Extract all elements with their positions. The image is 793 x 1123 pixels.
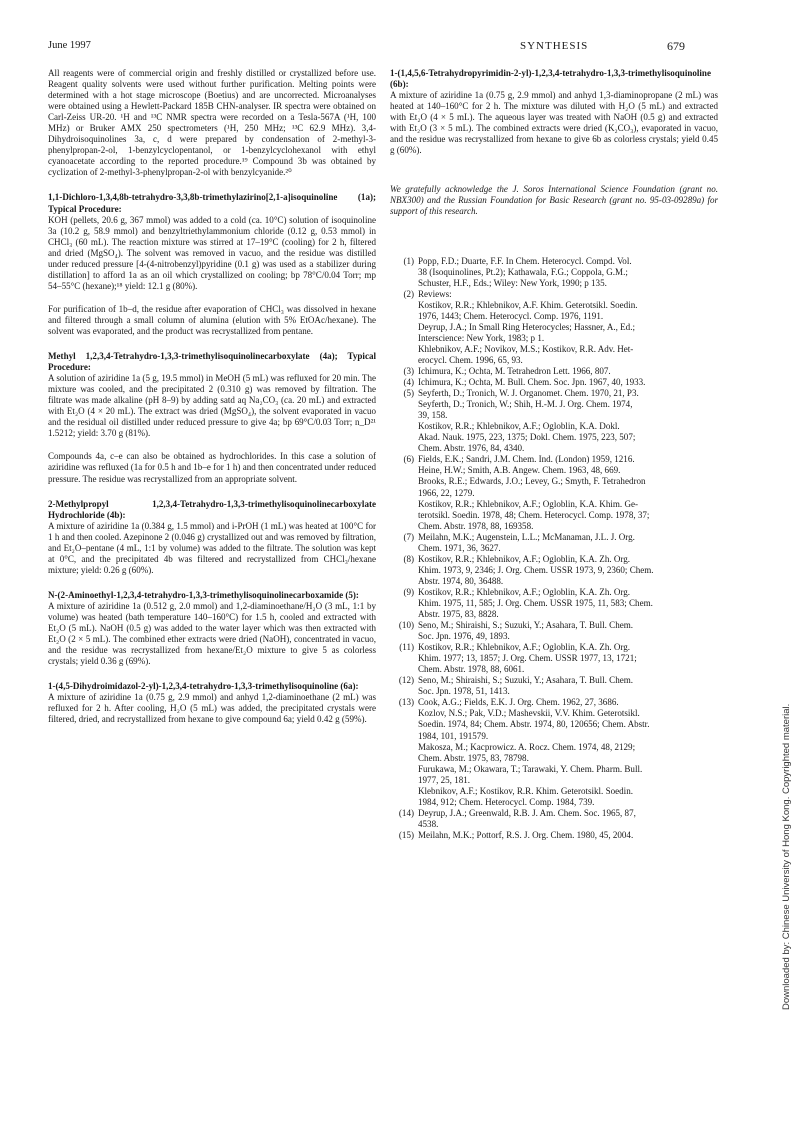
- reference-line: Schuster, H.F., Eds.; Wiley: New York, 1990; p 135.: [418, 277, 607, 288]
- reference-line: erocycl. Chem. 1996, 65, 93.: [418, 354, 523, 365]
- reference-line: Deyrup, J.A.; In Small Ring Heterocycles; Hassner, A., Ed.;: [418, 321, 635, 332]
- section-heading: 2-Methylpropyl 1,2,3,4-Tetrahydro-1,3,3-trimethylisoquinolinecarboxylate Hydrochloride (4b):: [48, 498, 376, 520]
- body-paragraph: A mixture of aziridine 1a (0.512 g, 2.0 mmol) and 1,2-diaminoethane/H₂O (3 mL, 1:1 by volume) was heated (bath temperature 140–160°C) for 1.5 h, cooled and extracted with Et₂O (5 mL). NaOH (0.5 g) was added to the water layer which was then extracted with Et₂O (2 × 5 mL). The combined ether extracts were dried (NaOH), concentrated in vacuo, and the residue was recrystallized from hexane/Et₂O mixture to give 5 as colorless crystals; yield 0.36 g (69%).: [48, 600, 376, 667]
- body-paragraph: A solution of aziridine 1a (5 g, 19.5 mmol) in MeOH (5 mL) was refluxed for 20 min. The mixture was cooled, and the precipitated 2 (0.310 g) was removed by filtration. The filtrate was made alkaline (pH 8–9) by adding satd aq Na₂CO₃ (ca. 20 mL) and extracted with Et₂O (4 × 20 mL). The extract was dried (MgSO₄), the solvent evaporated in vacuo and the residual oil distilled under reduced pressure to give 4a; bp 69°C/0.03 Torr; n_D²¹ 1.5212; yield: 3.70 g (81%).: [48, 373, 376, 439]
- reference-line: Soc. Jpn. 1976, 49, 1893.: [418, 631, 510, 642]
- reference-line: Ichimura, K.; Ochta, M. Tetrahedron Lett. 1966, 807.: [418, 365, 611, 376]
- reference-number: (14): [398, 807, 414, 818]
- reference-line: Khim. 1973, 9, 2346; J. Org. Chem. USSR 1973, 9, 2360; Chem.: [418, 564, 654, 575]
- reference-item: [390, 366, 718, 377]
- reference-line: Seyferth, D.; Tronich, W.; Shih, H.-M. J. Org. Chem. 1974,: [418, 399, 633, 410]
- reference-line: 38 (Isoquinolines, Pt.2); Kathawala, F.G.; Coppola, G.M.;: [418, 266, 628, 277]
- reference-number: (1): [403, 255, 414, 266]
- reference-number: (4): [403, 377, 414, 388]
- reference-number: (3): [403, 365, 414, 376]
- reference-line: Seyferth, D.; Tronich, W. J. Organomet. Chem. 1970, 21, P3.: [418, 388, 639, 399]
- reference-line: Akad. Nauk. 1975, 223, 1375; Dokl. Chem. 1975, 223, 507;: [418, 432, 636, 443]
- reference-line: Meilahn, M.K.; Augenstein, L.L.; McManaman, J.L. J. Org.: [418, 531, 635, 542]
- reference-item: [390, 675, 718, 697]
- reference-line: Khim. 1977; 13, 1857; J. Org. Chem. USSR 1977, 13, 1721;: [418, 653, 637, 664]
- reference-line: Seno, M.; Shiraishi, S.; Suzuki, Y.; Asahara, T. Bull. Chem.: [418, 620, 634, 631]
- body-paragraph: A mixture of aziridine 1a (0.384 g, 1.5 mmol) and i-PrOH (1 mL) was heated at 100°C for 1 h and then cooled. Azepinone 2 (0.046 g) crystallized out and was removed by filtration, and Et₂O–pentane (4 mL, 1:1 by volume) was added to the filtrate. The solution was kept at 0°C, and the precipitated 4b was filtered and recrystallized from CHCl₃/hexane mixture; yield: 0.26 g (60%).: [48, 520, 376, 575]
- reference-line: 1977, 25, 181.: [418, 774, 471, 785]
- reference-number: (5): [403, 388, 414, 399]
- reference-item: [390, 642, 718, 675]
- reference-line: Brooks, R.E.; Edwards, J.O.; Levey, G.; Smyth, F. Tetrahedron: [418, 476, 646, 487]
- reference-number: (6): [403, 454, 414, 465]
- reference-item: [390, 388, 718, 454]
- reference-line: Abstr. 1975, 83, 8828.: [418, 609, 499, 620]
- reference-line: 1984, 912; Chem. Heterocycl. Comp. 1984, 739.: [418, 796, 595, 807]
- page-number: 679: [667, 39, 685, 53]
- reference-line: Abstr. 1974, 80, 36488.: [418, 575, 504, 586]
- section-heading-6b: 1-(1,4,5,6-Tetrahydropyrimidin-2-yl)-1,2,3,4-tetrahydro-1,3,3-trimethylisoquinoline (6b):: [390, 68, 711, 90]
- reference-line: 1976, 1443; Chem. Heterocycl. Comp. 1976, 1191.: [418, 310, 604, 321]
- reference-line: Heine, H.W.; Smith, A.B. Angew. Chem. 1963, 48, 669.: [418, 465, 621, 476]
- reference-line: 1984, 101, 191579.: [418, 730, 489, 741]
- reference-item: [390, 620, 718, 642]
- reference-line: Cook, A.G.; Fields, E.K. J. Org. Chem. 1962, 27, 3686.: [418, 697, 619, 708]
- reference-line: Deyrup, J.A.; Greenwald, R.B. J. Am. Chem. Soc. 1965, 87,: [418, 807, 636, 818]
- reference-line: Seno, M.; Shiraishi, S.; Suzuki, Y.; Asahara, T. Bull. Chem.: [418, 675, 634, 686]
- reference-item: [390, 454, 718, 531]
- issue-date: June 1997: [48, 40, 91, 51]
- reference-item: [390, 289, 718, 366]
- reference-line: Kozlov, N.S.; Pak, V.D.; Mashevskii, V.V. Khim. Geterotsikl.: [418, 708, 640, 719]
- reference-number: (15): [398, 829, 414, 840]
- section-heading: 1-(4,5-Dihydroimidazol-2-yl)-1,2,3,4-tetrahydro-1,3,3-trimethylisoquinoline (6a):: [48, 681, 359, 692]
- section-heading: Methyl 1,2,3,4-Tetrahydro-1,3,3-trimethylisoquinolinecarboxylate (4a); Typical Procedure:: [48, 351, 376, 373]
- body-paragraph: All reagents were of commercial origin and freshly distilled or crystallized before use. Reagent quality solvents were used without further purification. Melting points were determined with a hot stage microscope (Boetius) and are uncorrected. Microanalyses were obtained using a Hewlett-Packard 185B CHN-analyser. IR spectra were obtained on Carl-Zeiss UR-20. ¹H and ¹³C NMR spectra were recorded on a Tesla-567A (¹H, 100 MHz) or Bruker AMX 250 spectrometers (¹H, 250 MHz; ¹³C 62.9 MHz). 3,4-Dihydroisoquinolines 3a, c, d were prepared by condensation of 2-methyl-3-phenylpropan-2-ol, 1-benzylcyclopentanol, or 1-benzylcyclohexanol with ethyl cyanoacetate according to the reported procedure.¹⁹ Compound 3b was obtained by cyclization of 2-methyl-3-phenylpropan-2-ol with benzylcyanide.²⁰: [48, 68, 376, 178]
- body-paragraph: A mixture of aziridine 1a (0.75 g, 2.9 mmol) and anhyd 1,2-diaminoethane (2 mL) was refluxed for 2 h. After cooling, H₂O (5 mL) was added, the precipitated crystals were filtered, dried, and recrystallized from hexane to give compound 6a; yield 0.42 g (59%).: [48, 692, 376, 725]
- page-header: [48, 40, 685, 54]
- reference-line: Makosza, M.; Kacprowicz. A. Rocz. Chem. 1974, 48, 2129;: [418, 741, 636, 752]
- reference-line: Fields, E.K.; Sandri, J.M. Chem. Ind. (London) 1959, 1216.: [418, 454, 635, 465]
- right-column: [390, 68, 718, 841]
- reference-item: [390, 587, 718, 620]
- reference-line: Khim. 1975, 11, 585; J. Org. Chem. USSR 1975, 11, 583; Chem.: [418, 597, 653, 608]
- procedure-paragraph-6b: A mixture of aziridine 1a (0.75 g, 2.9 mmol) and anhyd 1,3-diaminopropane (2 mL) was heated at 140–160°C for 2 h. The mixture was diluted with H₂O (5 mL) and extracted with Et₂O (4 × 5 mL). The aqueous layer was treated with NaOH (0.5 g) and extracted with Et₂O (3 × 5 mL). The combined extracts were dried (K₂CO₃), evaporated in vacuo, and the residue was recrystallized from hexane to give 6b as colorless crystals; yield 0.45 g (60%).: [390, 90, 718, 156]
- reference-line: Interscience: New York, 1983; p 1.: [418, 332, 545, 343]
- left-column: [48, 68, 376, 725]
- reference-number: (12): [398, 675, 414, 686]
- reference-line: Soc. Jpn. 1978, 51, 1413.: [418, 686, 510, 697]
- section-heading: 1,1-Dichloro-1,3,4,8b-tetrahydro-3,3,8b-trimethylazirino[2,1-a]isoquinoline (1a); Typical Procedure:: [48, 192, 376, 214]
- reference-line: Chem. Abstr. 1976, 84, 4340.: [418, 443, 525, 454]
- reference-line: Kostikov, R.R.; Khlebnikov, A.F.; Ogloblin, K.A. Zh. Org.: [418, 586, 631, 597]
- journal-name: SYNTHESIS: [520, 40, 589, 52]
- reference-item: [390, 554, 718, 587]
- reference-item: [390, 377, 718, 388]
- reference-line: Reviews:: [418, 288, 452, 299]
- body-paragraph: KOH (pellets, 20.6 g, 367 mmol) was added to a cold (ca. 10°C) solution of isoquinoline 3a (10.2 g, 58.9 mmol) and benzyltriethylammonium chloride (0.12 g, 0.53 mmol) in CHCl₃ (60 mL). The reaction mixture was stirred at 17–19°C (cooling) for 2 h, filtered and dried (MgSO₄). The solvent was removed in vacuo, and the residue was distilled under reduced pressure [4-(4-nitrobenzyl)pyridine (0.1 g) was used as a stabilizer during distillation] to afford 1a as an oil which crystallized on cooling; bp 78°C/0.04 Torr; mp 54–55°C (hexane);¹⁸ yield: 12.1 g (80%).: [48, 214, 376, 291]
- reference-line: 39, 158.: [418, 410, 448, 421]
- reference-line: Kostikov, R.R.; Khlebnikov, A.F.; Ogloblin, K.A. Dokl.: [418, 421, 620, 432]
- reference-number: (11): [399, 642, 414, 653]
- reference-line: Chem. Abstr. 1978, 88, 169358.: [418, 520, 534, 531]
- reference-item: [390, 532, 718, 554]
- download-watermark: Downloaded by: Chinese University of Hong Kong. Copyrighted material.: [781, 703, 792, 1010]
- reference-number: (13): [398, 697, 414, 708]
- reference-item: [390, 830, 718, 841]
- reference-line: Klebnikov, A.F.; Kostikov, R.R. Khim. Geterotsikl. Soedin.: [418, 785, 633, 796]
- reference-line: Furukawa, M.; Okawara, T.; Tarawaki, Y. Chem. Pharm. Bull.: [418, 763, 643, 774]
- reference-item: [390, 808, 718, 830]
- reference-number: (10): [398, 620, 414, 631]
- reference-line: 4538.: [418, 818, 439, 829]
- reference-number: (7): [403, 531, 414, 542]
- reference-line: 1966, 22, 1279.: [418, 487, 475, 498]
- reference-line: Kostikov, R.R.; Khlebnikov, A.F. Khim. Geterotsikl. Soedin.: [418, 299, 638, 310]
- reference-item: [390, 697, 718, 807]
- reference-line: Kostikov, R.R.; Khlebnikov, A.F.; Ogloblin, K.A. Zh. Org.: [418, 553, 631, 564]
- reference-number: (2): [403, 288, 414, 299]
- reference-line: Kostikov, R.R.; Khlebnikov, A.F.; Ogloblin, K.A. Khim. Ge-: [418, 498, 639, 509]
- reference-line: Soedin. 1974, 84; Chem. Abstr. 1974, 80, 120656; Chem. Abstr.: [418, 719, 650, 730]
- reference-line: Ichimura, K.; Ochta, M. Bull. Chem. Soc. Jpn. 1967, 40, 1933.: [418, 377, 646, 388]
- reference-line: Khlebnikov, A.F.; Novikov, M.S.; Kostikov, R.R. Adv. Het-: [418, 343, 634, 354]
- reference-line: Chem. 1971, 36, 3627.: [418, 542, 501, 553]
- reference-line: Meilahn, M.K.; Pottorf, R.S. J. Org. Chem. 1980, 45, 2004.: [418, 829, 634, 840]
- reference-item: [390, 256, 718, 289]
- acknowledgment: We gratefully acknowledge the J. Soros International Science Foundation (grant no. NBX300) and the Russian Foundation for Basic Research (grant no. 95-03-09289a) for support of this research.: [390, 184, 718, 217]
- reference-line: Kostikov, R.R.; Khlebnikov, A.F.; Ogloblin, K.A. Zh. Org.: [418, 642, 631, 653]
- reference-list: [390, 256, 718, 841]
- reference-line: terotsikl. Soedin. 1978, 48; Chem. Heterocycl. Comp. 1978, 37;: [418, 509, 650, 520]
- reference-number: (9): [403, 586, 414, 597]
- reference-line: Chem. Abstr. 1978, 88, 6061.: [418, 664, 525, 675]
- body-paragraph: Compounds 4a, c–e can also be obtained as hydrochlorides. In this case a solution of aziridine was refluxed (1a for 0.5 h and 1b–e for 1 h) and then concentrated under reduced pressure. The residue was recrystallized from an appropriate solvent.: [48, 451, 376, 484]
- reference-line: Popp, F.D.; Duarte, F.F. In Chem. Heterocycl. Compd. Vol.: [418, 255, 632, 266]
- body-paragraph: For purification of 1b–d, the residue after evaporation of CHCl₃ was dissolved in hexane and filtered through a small column of alumina (elution with 5% EtOAc/hexane). The solvent was evaporated, and the product was recrystallized from pentane.: [48, 303, 376, 336]
- section-heading: N-(2-Aminoethyl-1,2,3,4-tetrahydro-1,3,3-trimethylisoquinolinecarboxamide (5):: [48, 589, 359, 600]
- reference-line: Chem. Abstr. 1975, 83, 78798.: [418, 752, 529, 763]
- reference-number: (8): [403, 553, 414, 564]
